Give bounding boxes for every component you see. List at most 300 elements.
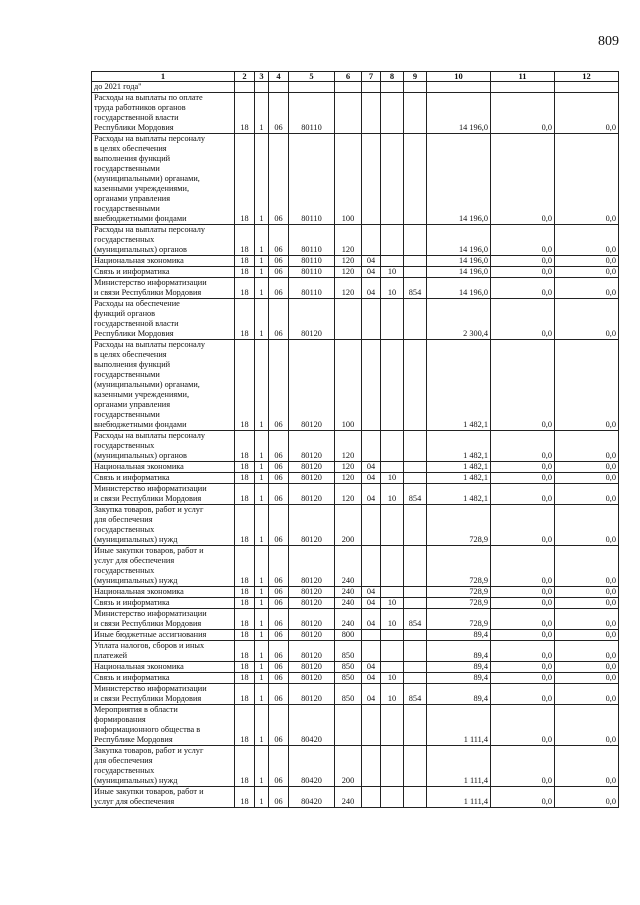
cell-fk-section	[362, 705, 381, 746]
cell-amount-2022: 1 482,1	[427, 340, 491, 431]
cell-department: 854	[404, 484, 427, 505]
cell-fk-subsection	[381, 134, 404, 225]
cell-fk-subsection	[381, 462, 404, 473]
cell-amount-2023: 0,0	[491, 609, 555, 630]
cell-department	[404, 462, 427, 473]
table-body	[92, 82, 619, 808]
cell-department	[404, 299, 427, 340]
table-row	[92, 82, 619, 93]
cell-department	[404, 787, 427, 808]
cell-fk-subsection	[381, 746, 404, 787]
cell-amount-2022: 1 482,1	[427, 462, 491, 473]
cell-section: 1	[255, 746, 269, 787]
cell-ministry: 18	[235, 340, 255, 431]
cell-amount-2023: 0,0	[491, 546, 555, 587]
table-row	[92, 546, 619, 587]
cell-expense-type: 240	[335, 787, 362, 808]
cell-department: 854	[404, 609, 427, 630]
cell-section: 1	[255, 134, 269, 225]
cell-target-article: 80110	[289, 256, 335, 267]
cell-ministry: 18	[235, 705, 255, 746]
table-row	[92, 134, 619, 225]
cell-name: Министерство информатизации и связи Республики Мордовия	[92, 684, 235, 705]
cell-name: Министерство информатизации и связи Республики Мордовия	[92, 484, 235, 505]
cell-name: Национальная экономика	[92, 256, 235, 267]
cell-name: Министерство информатизации и связи Республики Мордовия	[92, 609, 235, 630]
cell-department	[404, 673, 427, 684]
column-header-10: 10	[427, 72, 491, 82]
cell-amount-2023: 0,0	[491, 93, 555, 134]
cell-fk-section: 04	[362, 473, 381, 484]
cell-amount-2023: 0,0	[491, 134, 555, 225]
cell-name: Национальная экономика	[92, 587, 235, 598]
cell-target-article: 80420	[289, 746, 335, 787]
cell-fk-subsection	[381, 256, 404, 267]
cell-section: 1	[255, 462, 269, 473]
cell-target-article: 80120	[289, 641, 335, 662]
cell-ministry: 18	[235, 662, 255, 673]
cell-subsection: 06	[269, 673, 289, 684]
cell-department	[404, 598, 427, 609]
cell-fk-subsection	[381, 546, 404, 587]
cell-ministry: 18	[235, 484, 255, 505]
cell-expense-type: 120	[335, 484, 362, 505]
cell-amount-2023: 0,0	[491, 746, 555, 787]
cell-ministry: 18	[235, 587, 255, 598]
cell-fk-section: 04	[362, 662, 381, 673]
cell-ministry: 18	[235, 225, 255, 256]
cell-amount-2023: 0,0	[491, 673, 555, 684]
cell-name: Связь и информатика	[92, 598, 235, 609]
cell-expense-type	[335, 82, 362, 93]
table-row	[92, 598, 619, 609]
cell-expense-type: 120	[335, 431, 362, 462]
cell-amount-2023: 0,0	[491, 587, 555, 598]
cell-expense-type	[335, 93, 362, 134]
table-row	[92, 431, 619, 462]
cell-section: 1	[255, 484, 269, 505]
cell-fk-section	[362, 641, 381, 662]
cell-name: Национальная экономика	[92, 462, 235, 473]
cell-department	[404, 267, 427, 278]
cell-name: Мероприятия в области формирования информационного общества в Республике Мордовия	[92, 705, 235, 746]
cell-fk-subsection	[381, 630, 404, 641]
cell-name: Расходы на выплаты по оплате труда работников органов государственной власти Республики Мордовия	[92, 93, 235, 134]
cell-subsection: 06	[269, 546, 289, 587]
cell-fk-section: 04	[362, 587, 381, 598]
cell-ministry: 18	[235, 93, 255, 134]
table-row	[92, 340, 619, 431]
cell-fk-section	[362, 546, 381, 587]
cell-department	[404, 630, 427, 641]
cell-section: 1	[255, 473, 269, 484]
cell-amount-2024: 0,0	[555, 630, 619, 641]
cell-amount-2024: 0,0	[555, 484, 619, 505]
cell-subsection: 06	[269, 462, 289, 473]
table-row	[92, 462, 619, 473]
table-row	[92, 609, 619, 630]
cell-subsection: 06	[269, 278, 289, 299]
cell-amount-2024: 0,0	[555, 662, 619, 673]
cell-fk-subsection	[381, 705, 404, 746]
table-row	[92, 473, 619, 484]
cell-subsection: 06	[269, 484, 289, 505]
cell-ministry: 18	[235, 684, 255, 705]
cell-amount-2023: 0,0	[491, 684, 555, 705]
cell-amount-2023: 0,0	[491, 299, 555, 340]
cell-amount-2024: 0,0	[555, 641, 619, 662]
cell-fk-section	[362, 630, 381, 641]
cell-target-article: 80110	[289, 267, 335, 278]
cell-expense-type: 850	[335, 662, 362, 673]
cell-subsection: 06	[269, 225, 289, 256]
cell-amount-2022: 14 196,0	[427, 134, 491, 225]
cell-subsection: 06	[269, 609, 289, 630]
table-row	[92, 278, 619, 299]
cell-subsection	[269, 82, 289, 93]
cell-target-article: 80120	[289, 587, 335, 598]
cell-amount-2024: 0,0	[555, 609, 619, 630]
cell-ministry: 18	[235, 267, 255, 278]
cell-department	[404, 473, 427, 484]
table-row	[92, 267, 619, 278]
cell-name: Связь и информатика	[92, 673, 235, 684]
cell-amount-2024: 0,0	[555, 225, 619, 256]
table-row	[92, 484, 619, 505]
cell-ministry: 18	[235, 505, 255, 546]
cell-amount-2022: 14 196,0	[427, 225, 491, 256]
cell-expense-type: 100	[335, 340, 362, 431]
table-row	[92, 673, 619, 684]
cell-ministry: 18	[235, 641, 255, 662]
cell-department	[404, 705, 427, 746]
cell-ministry	[235, 82, 255, 93]
cell-fk-subsection: 10	[381, 609, 404, 630]
table-row	[92, 299, 619, 340]
cell-ministry: 18	[235, 431, 255, 462]
cell-section: 1	[255, 705, 269, 746]
cell-amount-2023: 0,0	[491, 473, 555, 484]
cell-fk-section	[362, 505, 381, 546]
cell-amount-2022: 2 300,4	[427, 299, 491, 340]
cell-amount-2022: 728,9	[427, 587, 491, 598]
cell-fk-subsection: 10	[381, 598, 404, 609]
cell-department	[404, 134, 427, 225]
cell-amount-2023: 0,0	[491, 662, 555, 673]
cell-fk-section: 04	[362, 267, 381, 278]
cell-ministry: 18	[235, 462, 255, 473]
cell-fk-section: 04	[362, 684, 381, 705]
cell-subsection: 06	[269, 505, 289, 546]
cell-department: 854	[404, 684, 427, 705]
cell-section: 1	[255, 587, 269, 598]
cell-amount-2022: 14 196,0	[427, 267, 491, 278]
cell-amount-2024: 0,0	[555, 746, 619, 787]
cell-ministry: 18	[235, 598, 255, 609]
cell-expense-type: 120	[335, 278, 362, 299]
cell-target-article: 80120	[289, 662, 335, 673]
cell-ministry: 18	[235, 256, 255, 267]
cell-target-article: 80120	[289, 630, 335, 641]
cell-fk-section	[362, 787, 381, 808]
cell-department	[404, 256, 427, 267]
cell-amount-2024: 0,0	[555, 598, 619, 609]
cell-expense-type: 240	[335, 546, 362, 587]
cell-amount-2024: 0,0	[555, 546, 619, 587]
cell-amount-2022: 1 111,4	[427, 705, 491, 746]
cell-fk-subsection	[381, 641, 404, 662]
cell-amount-2023: 0,0	[491, 630, 555, 641]
page-number: 809	[598, 34, 619, 49]
cell-target-article: 80420	[289, 787, 335, 808]
cell-amount-2024: 0,0	[555, 462, 619, 473]
cell-expense-type: 120	[335, 462, 362, 473]
cell-subsection: 06	[269, 662, 289, 673]
cell-amount-2024: 0,0	[555, 684, 619, 705]
cell-target-article: 80120	[289, 484, 335, 505]
cell-fk-section	[362, 225, 381, 256]
cell-fk-subsection	[381, 587, 404, 598]
cell-amount-2022: 728,9	[427, 598, 491, 609]
cell-amount-2022: 89,4	[427, 662, 491, 673]
cell-section: 1	[255, 267, 269, 278]
cell-expense-type: 850	[335, 673, 362, 684]
cell-name: Национальная экономика	[92, 662, 235, 673]
cell-name: Закупка товаров, работ и услуг для обеспечения государственных (муниципальных) нужд	[92, 746, 235, 787]
cell-ministry: 18	[235, 609, 255, 630]
column-header-1: 1	[92, 72, 235, 82]
cell-amount-2022: 1 111,4	[427, 787, 491, 808]
cell-amount-2022	[427, 82, 491, 93]
cell-department	[404, 641, 427, 662]
table-row	[92, 93, 619, 134]
cell-department	[404, 93, 427, 134]
cell-amount-2022: 14 196,0	[427, 93, 491, 134]
cell-target-article: 80120	[289, 462, 335, 473]
cell-amount-2024: 0,0	[555, 673, 619, 684]
cell-name: Иные закупки товаров, работ и услуг для обеспечения	[92, 787, 235, 808]
table-row	[92, 630, 619, 641]
cell-subsection: 06	[269, 431, 289, 462]
cell-fk-section: 04	[362, 598, 381, 609]
cell-fk-subsection: 10	[381, 267, 404, 278]
cell-amount-2023: 0,0	[491, 340, 555, 431]
column-header-4: 4	[269, 72, 289, 82]
cell-target-article: 80110	[289, 93, 335, 134]
cell-expense-type: 120	[335, 225, 362, 256]
cell-fk-subsection: 10	[381, 473, 404, 484]
cell-department	[404, 546, 427, 587]
budget-table	[91, 71, 619, 808]
cell-fk-section	[362, 746, 381, 787]
cell-fk-section: 04	[362, 256, 381, 267]
cell-amount-2023: 0,0	[491, 505, 555, 546]
cell-subsection: 06	[269, 93, 289, 134]
cell-name: Расходы на выплаты персоналу государственных (муниципальных) органов	[92, 225, 235, 256]
cell-ministry: 18	[235, 278, 255, 299]
cell-target-article: 80120	[289, 340, 335, 431]
cell-expense-type: 200	[335, 505, 362, 546]
cell-fk-subsection	[381, 505, 404, 546]
cell-amount-2024: 0,0	[555, 787, 619, 808]
cell-amount-2022: 14 196,0	[427, 278, 491, 299]
cell-fk-subsection	[381, 787, 404, 808]
cell-subsection: 06	[269, 787, 289, 808]
cell-subsection: 06	[269, 746, 289, 787]
cell-expense-type: 240	[335, 587, 362, 598]
table-row	[92, 684, 619, 705]
cell-expense-type: 120	[335, 256, 362, 267]
cell-ministry: 18	[235, 746, 255, 787]
cell-department	[404, 662, 427, 673]
cell-section: 1	[255, 673, 269, 684]
cell-fk-subsection: 10	[381, 278, 404, 299]
cell-fk-section: 04	[362, 609, 381, 630]
cell-amount-2023: 0,0	[491, 787, 555, 808]
table-row	[92, 587, 619, 598]
cell-section: 1	[255, 684, 269, 705]
cell-fk-section	[362, 82, 381, 93]
table-row	[92, 256, 619, 267]
cell-amount-2023: 0,0	[491, 278, 555, 299]
cell-fk-subsection: 10	[381, 684, 404, 705]
cell-amount-2023: 0,0	[491, 484, 555, 505]
column-header-7: 7	[362, 72, 381, 82]
cell-amount-2024: 0,0	[555, 473, 619, 484]
cell-name: Уплата налогов, сборов и иных платежей	[92, 641, 235, 662]
cell-amount-2023: 0,0	[491, 462, 555, 473]
cell-target-article: 80120	[289, 598, 335, 609]
cell-amount-2022: 89,4	[427, 673, 491, 684]
column-header-3: 3	[255, 72, 269, 82]
cell-section: 1	[255, 225, 269, 256]
cell-fk-section	[362, 93, 381, 134]
cell-amount-2023	[491, 82, 555, 93]
cell-subsection: 06	[269, 598, 289, 609]
cell-amount-2024: 0,0	[555, 340, 619, 431]
cell-fk-section	[362, 134, 381, 225]
cell-amount-2024: 0,0	[555, 278, 619, 299]
cell-subsection: 06	[269, 630, 289, 641]
table-row	[92, 641, 619, 662]
cell-amount-2022: 1 482,1	[427, 473, 491, 484]
cell-fk-section	[362, 299, 381, 340]
cell-amount-2023: 0,0	[491, 431, 555, 462]
cell-fk-subsection	[381, 82, 404, 93]
cell-target-article: 80120	[289, 546, 335, 587]
cell-amount-2022: 1 111,4	[427, 746, 491, 787]
cell-name: до 2021 года"	[92, 82, 235, 93]
cell-amount-2024: 0,0	[555, 431, 619, 462]
cell-amount-2023: 0,0	[491, 705, 555, 746]
cell-subsection: 06	[269, 340, 289, 431]
cell-name: Иные бюджетные ассигнования	[92, 630, 235, 641]
cell-target-article: 80110	[289, 134, 335, 225]
cell-amount-2024	[555, 82, 619, 93]
cell-expense-type: 850	[335, 641, 362, 662]
column-header-5: 5	[289, 72, 335, 82]
cell-section: 1	[255, 93, 269, 134]
cell-target-article: 80110	[289, 278, 335, 299]
cell-amount-2024: 0,0	[555, 587, 619, 598]
cell-department	[404, 431, 427, 462]
cell-fk-subsection	[381, 225, 404, 256]
cell-department	[404, 746, 427, 787]
cell-amount-2022: 89,4	[427, 641, 491, 662]
cell-amount-2022: 1 482,1	[427, 484, 491, 505]
cell-target-article: 80120	[289, 673, 335, 684]
cell-fk-subsection	[381, 431, 404, 462]
column-header-12: 12	[555, 72, 619, 82]
cell-expense-type	[335, 299, 362, 340]
cell-subsection: 06	[269, 473, 289, 484]
cell-department	[404, 225, 427, 256]
cell-department: 854	[404, 278, 427, 299]
cell-amount-2023: 0,0	[491, 641, 555, 662]
cell-expense-type: 120	[335, 473, 362, 484]
cell-section: 1	[255, 256, 269, 267]
cell-amount-2024: 0,0	[555, 705, 619, 746]
cell-target-article: 80120	[289, 684, 335, 705]
cell-fk-subsection	[381, 662, 404, 673]
cell-subsection: 06	[269, 641, 289, 662]
table-row	[92, 662, 619, 673]
cell-department	[404, 340, 427, 431]
cell-subsection: 06	[269, 134, 289, 225]
cell-subsection: 06	[269, 256, 289, 267]
cell-subsection: 06	[269, 684, 289, 705]
column-header-8: 8	[381, 72, 404, 82]
cell-subsection: 06	[269, 705, 289, 746]
cell-fk-subsection	[381, 340, 404, 431]
cell-amount-2024: 0,0	[555, 134, 619, 225]
cell-target-article: 80110	[289, 225, 335, 256]
cell-ministry: 18	[235, 546, 255, 587]
cell-ministry: 18	[235, 673, 255, 684]
cell-ministry: 18	[235, 630, 255, 641]
cell-amount-2024: 0,0	[555, 267, 619, 278]
cell-amount-2022: 89,4	[427, 630, 491, 641]
cell-target-article: 80120	[289, 299, 335, 340]
column-header-9: 9	[404, 72, 427, 82]
cell-section: 1	[255, 662, 269, 673]
cell-section: 1	[255, 630, 269, 641]
cell-target-article: 80120	[289, 609, 335, 630]
table-row	[92, 705, 619, 746]
cell-fk-section	[362, 431, 381, 462]
cell-name: Связь и информатика	[92, 473, 235, 484]
cell-ministry: 18	[235, 299, 255, 340]
cell-amount-2024: 0,0	[555, 93, 619, 134]
cell-amount-2022: 14 196,0	[427, 256, 491, 267]
cell-amount-2024: 0,0	[555, 505, 619, 546]
cell-name: Министерство информатизации и связи Республики Мордовия	[92, 278, 235, 299]
table-row	[92, 225, 619, 256]
cell-name: Расходы на выплаты персоналу в целях обеспечения выполнения функций государственными (муниципальными) органами, казенными учреждениями, органами управления государственными внебюджетными фондами	[92, 340, 235, 431]
cell-ministry: 18	[235, 473, 255, 484]
cell-name: Расходы на выплаты персоналу в целях обеспечения выполнения функций государственными (муниципальными) органами, казенными учреждениями, органами управления государственными внебюджетными фондами	[92, 134, 235, 225]
cell-expense-type: 240	[335, 609, 362, 630]
cell-amount-2023: 0,0	[491, 598, 555, 609]
cell-subsection: 06	[269, 587, 289, 598]
cell-fk-subsection	[381, 299, 404, 340]
cell-amount-2023: 0,0	[491, 225, 555, 256]
cell-section: 1	[255, 431, 269, 462]
cell-target-article	[289, 82, 335, 93]
cell-expense-type: 240	[335, 598, 362, 609]
cell-amount-2023: 0,0	[491, 256, 555, 267]
cell-amount-2024: 0,0	[555, 256, 619, 267]
